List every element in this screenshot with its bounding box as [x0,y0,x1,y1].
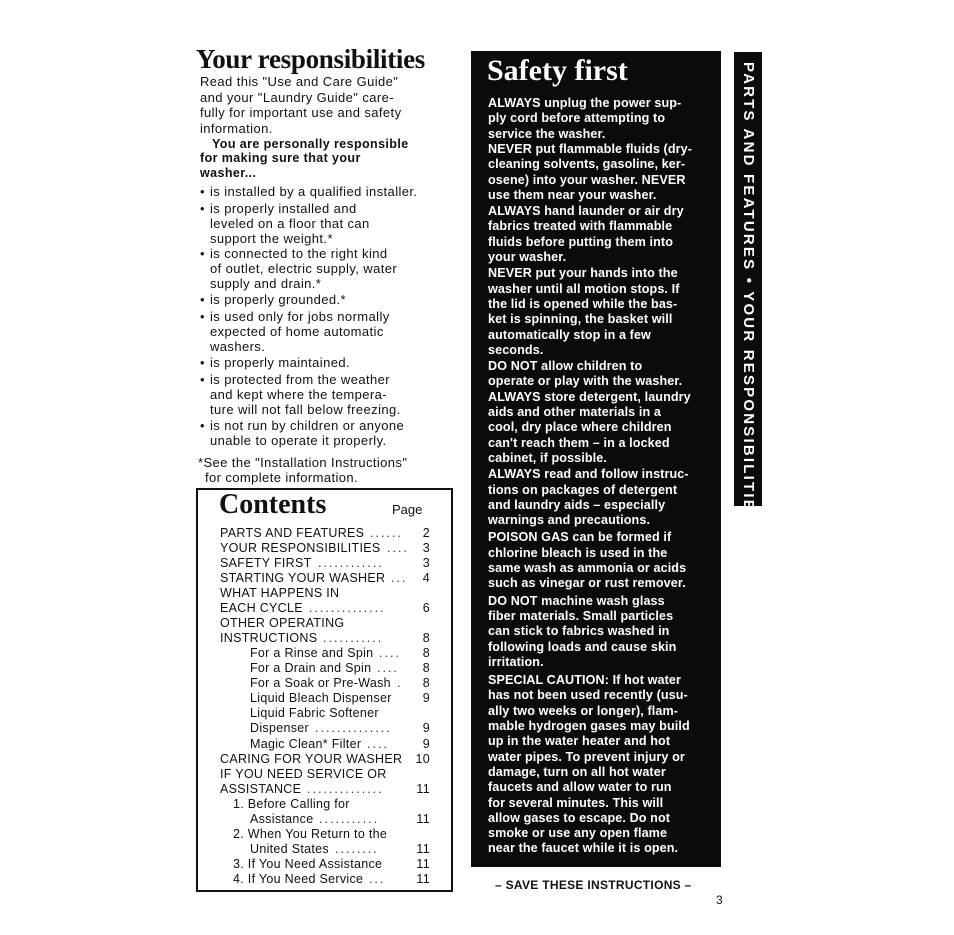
contents-entry-label: STARTING YOUR WASHER [220,571,386,585]
contents-entry-leader: ........ [335,842,379,856]
contents-entry-page: 9 [422,721,430,735]
contents-entry-leader: ... [369,872,386,886]
save-instructions-note: – SAVE THESE INSTRUCTIONS – [495,878,692,892]
contents-entry-leader: .... [379,646,401,660]
contents-entry-leader: .... [377,661,399,675]
safety-line: and laundry aids – especially [488,497,666,512]
bold-intro-line: washer... [200,166,257,180]
safety-line: water pipes. To prevent injury or [488,749,685,764]
contents-entry-leader: .... [367,737,389,751]
safety-line: ALWAYS hand launder or air dry [488,204,684,219]
contents-entry-label: 2. When You Return to the [233,827,388,841]
contents-entry-page: 8 [422,676,430,690]
contents-entry-page: 11 [416,857,430,871]
safety-line: has not been used recently (usu- [488,688,688,703]
safety-line: POISON GAS can be formed if [488,530,672,545]
safety-line: such as vinegar or rust remover. [488,576,686,591]
contents-entry-page: 10 [415,752,430,766]
safety-line: DO NOT allow children to [488,359,643,374]
contents-entry-page: 8 [422,646,430,660]
safety-line: fluids before putting them into [488,234,673,249]
safety-line: your washer. [488,250,567,264]
page-number: 3 [716,893,723,907]
page-column-label: Page [392,502,423,517]
contents-entry-leader: ........... [319,812,380,826]
intro-line: fully for important use and safety [200,105,402,120]
contents-title: Contents [219,489,327,520]
contents-entry-page: 11 [416,872,430,886]
safety-line: cleaning solvents, gasoline, ker- [488,157,686,172]
contents-entry-label: For a Drain and Spin [250,661,372,675]
contents-entry-label: INSTRUCTIONS [220,631,318,645]
contents-entry-leader: .............. [315,721,392,735]
contents-entry-label: United States [250,842,329,856]
safety-line: DO NOT machine wash glass [488,593,665,608]
contents-entry-label: 1. Before Calling for [233,797,350,811]
contents-entry-label: Assistance [250,812,314,826]
intro-line: Read this "Use and Care Guide" [200,74,399,89]
contents-entry-page: 9 [422,691,430,705]
safety-line: ket is spinning, the basket will [488,312,673,327]
contents-entry-label: SAFETY FIRST [220,556,312,570]
contents-entry-leader: ... [391,571,408,585]
contents-entry-leader: .............. [309,601,386,615]
contents-entry-label: PARTS AND FEATURES [220,526,365,540]
contents-entry-page: 4 [422,571,430,585]
contents-entry-leader: ...... [370,526,403,540]
safety-line: ply cord before attempting to [488,111,666,126]
bold-intro-line: You are personally responsible [212,137,409,151]
safety-line: up in the water heater and hot [488,734,671,749]
safety-line: ALWAYS read and follow instruc- [488,467,689,482]
safety-line: faucets and allow water to run [488,780,672,795]
contents-entry-label: For a Soak or Pre-Wash [250,676,391,690]
safety-line: fabrics treated with flammable [488,219,673,234]
section-side-tab [734,52,762,617]
safety-line: aids and other materials in a [488,405,661,419]
contents-entry-label: ASSISTANCE [220,782,302,796]
safety-line: ALWAYS unplug the power sup- [488,96,682,110]
safety-line: warnings and precautions. [488,513,651,528]
contents-entry-page: 2 [422,526,430,540]
contents-entry-label: Magic Clean* Filter [250,737,362,751]
safety-line: allow gases to escape. Do not [488,810,671,825]
safety-line: fiber materials. Small particles [488,608,674,623]
safety-line: damage, turn on all hot water [488,764,666,779]
safety-line: tions on packages of detergent [488,482,678,497]
contents-entry-page: 11 [416,812,430,826]
safety-line: cool, dry place where children [488,420,672,435]
contents-entry-page: 8 [422,631,430,645]
safety-line: seconds. [488,342,544,357]
contents-entry-label: 4. If You Need Service [233,872,364,886]
safety-line: ALWAYS store detergent, laundry [488,389,691,404]
safety-line: NEVER put your hands into the [488,266,678,281]
footnote-line: for complete information. [205,470,359,485]
safety-line: NEVER put flammable fluids (dry- [488,141,693,156]
safety-line: near the faucet while it is open. [488,841,679,856]
contents-entry-label: For a Rinse and Spin [250,646,374,660]
contents-entry-label: YOUR RESPONSIBILITIES [220,541,381,555]
contents-entry-leader: . [397,676,403,690]
contents-entry-label: WHAT HAPPENS IN [220,586,340,600]
footnote-line: *See the "Installation Instructions" [198,455,408,470]
safety-line: operate or play with the washer. [488,374,683,389]
contents-entry-leader: ........... [323,631,384,645]
contents-entry-label: Dispenser [250,721,309,735]
safety-title: Safety first [487,54,628,87]
safety-line: use them near your washer. [488,187,657,202]
safety-line: chlorine bleach is used in the [488,545,668,560]
contents-entry-page: 3 [422,556,430,570]
safety-line: irritation. [488,654,544,669]
contents-entry-page: 11 [416,842,430,856]
safety-line: smoke or use any open flame [488,826,668,841]
intro-line: and your "Laundry Guide" care- [200,90,394,105]
contents-entry-leader: .... [387,541,409,555]
contents-entry-label: OTHER OPERATING [220,616,345,630]
contents-entry-page: 6 [422,601,430,615]
contents-entry-leader: ............ [318,556,384,570]
safety-line: osene) into your washer. NEVER [488,172,686,187]
side-tab-label: PARTS AND FEATURES • YOUR RESPONSIBILITIES • SAFETY [740,62,757,617]
contents-entry-label: 3. If You Need Assistance [233,857,383,871]
contents-entry-page: 11 [416,782,430,796]
contents-entry-label: CARING FOR YOUR WASHER [220,752,403,766]
safety-line: can't reach them – in a locked [488,435,670,450]
safety-line: washer until all motion stops. If [488,281,680,296]
safety-line: for several minutes. This will [488,795,664,810]
safety-line: service the washer. [488,126,606,141]
contents-entry-page: 8 [422,661,430,675]
safety-line: following loads and cause skin [488,639,677,654]
safety-line: can stick to fabrics washed in [488,624,670,639]
safety-line: cabinet, if possible. [488,450,607,465]
safety-line: mable hydrogen gases may build [488,719,690,733]
safety-line: same wash as ammonia or acids [488,561,687,575]
bold-intro-line: for making sure that your [200,151,361,165]
contents-entry-label: Liquid Fabric Softener [250,706,379,720]
safety-line: SPECIAL CAUTION: If hot water [488,673,681,688]
contents-entry-label: Liquid Bleach Dispenser [250,691,392,705]
intro-line: information. [200,121,273,136]
contents-entry-label: IF YOU NEED SERVICE OR [220,767,387,781]
safety-line: automatically stop in a few [488,327,651,342]
responsibilities-title: Your responsibilities [196,44,426,74]
contents-entry-label: EACH CYCLE [220,601,303,615]
safety-line: the lid is opened while the bas- [488,296,678,311]
contents-entry-page: 3 [422,541,430,555]
contents-entry-leader: .............. [307,782,384,796]
contents-entry-page: 9 [422,737,430,751]
safety-line: ally two weeks or longer), flam- [488,703,679,718]
